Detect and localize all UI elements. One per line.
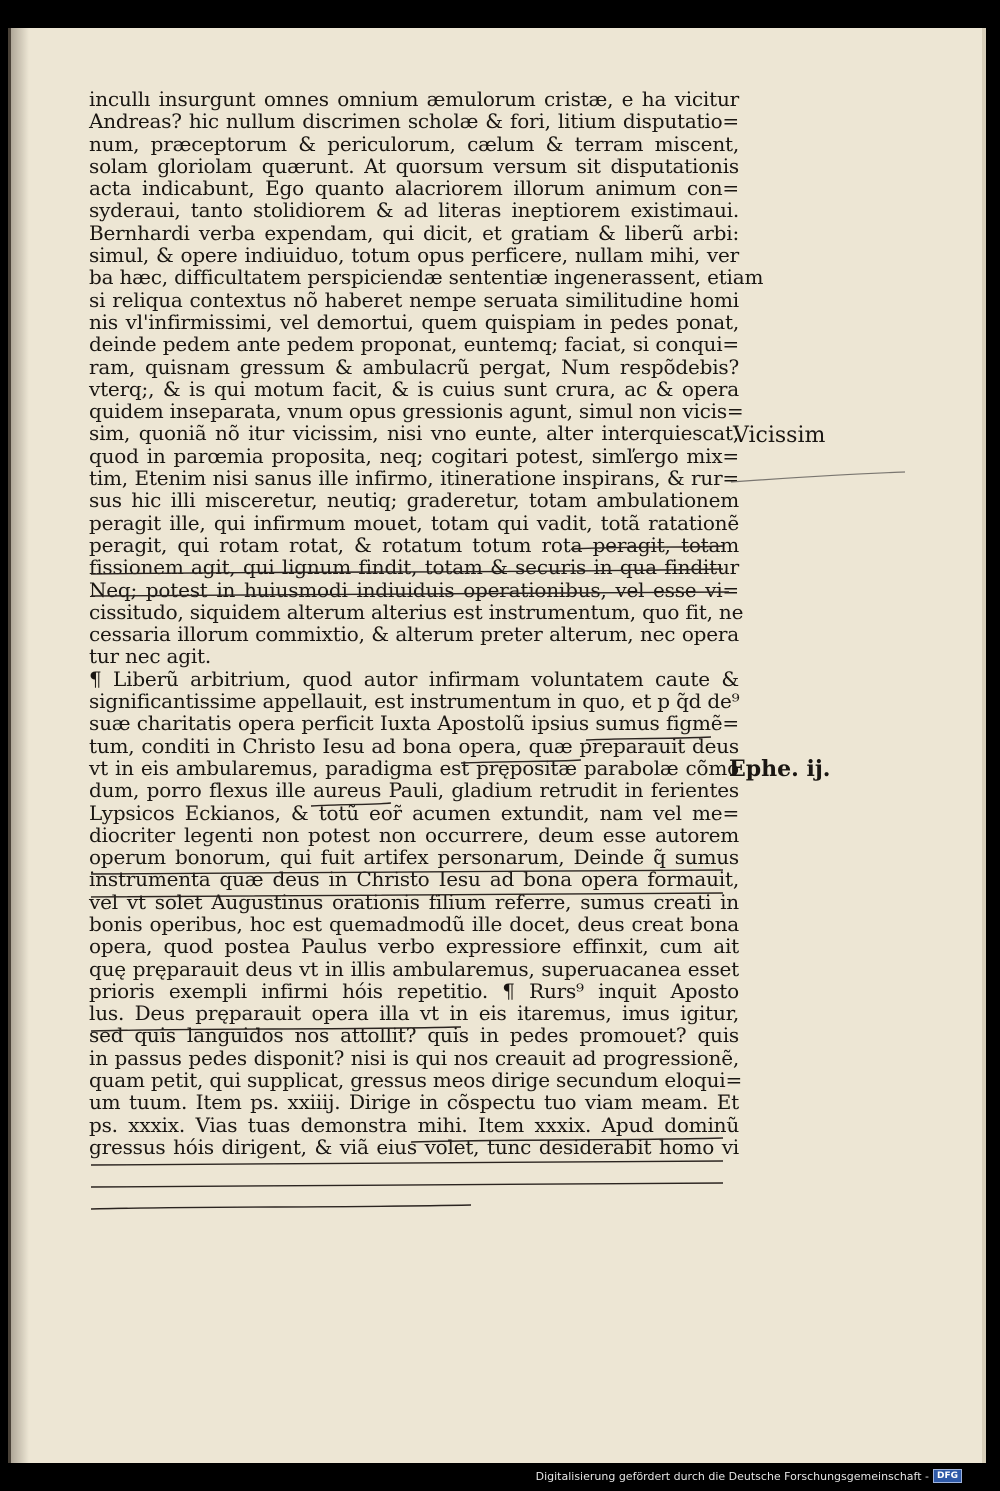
margin-note-vicissim: Vicissim xyxy=(733,423,826,448)
text-line: significantissime appellauit, est instrumentum in quo, et p q̃d de⁹ xyxy=(89,689,740,714)
text-line: vt in eis ambularemus, paradigma est prępositæ parabolæ cõmo xyxy=(89,755,739,780)
text-line: fissionem agit, qui lignum findit, totam & securis in qua finditur xyxy=(89,555,739,580)
text-line: sed quis languidos nos attollit? quis in pedes promouet? quis xyxy=(89,1023,739,1048)
margin-note-ephe: Ephe. ij. xyxy=(729,756,831,782)
text-line: quam petit, qui supplicat, gressus meos dirige secundum eloqui= xyxy=(89,1068,743,1093)
text-line: dum, porro flexus ille aureus Pauli, gladium retrudit in ferientes xyxy=(89,778,739,803)
text-line: Andreas? hic nullum discrimen scholæ & fori, litium disputatio= xyxy=(89,109,739,134)
text-line: vel vt solet Augustinus orationis filium referre, sumus creati in xyxy=(89,889,739,914)
text-line: tum, conditi in Christo Iesu ad bona opera, quæ preparauit deus xyxy=(89,733,739,758)
text-line: incullı insurgunt omnes omnium æmulorum cristæ, e ha vicitur xyxy=(89,87,739,111)
text-line: quod in parœmia proposita, neq; cogitari potest, simľergo mix= xyxy=(89,443,739,468)
text-line: sim, quoniã nõ itur vicissim, nisi vno eunte, alter interquiescat, xyxy=(89,421,739,446)
credit-text: Digitalisierung gefördert durch die Deutsche Forschungsgemeinschaft - xyxy=(535,1469,929,1483)
text-line: lus. Deus pręparauit opera illa vt in eis itaremus, imus igitur, xyxy=(89,1001,739,1026)
text-line: ram, quisnam gressum & ambulacrũ pergat, Num respõdebis? xyxy=(89,354,739,379)
text-line: syderaui, tanto stolidiorem & ad literas ineptiorem existimaui. xyxy=(89,198,739,223)
text-line: in passus pedes disponit? nisi is qui nos creauit ad progressionẽ, xyxy=(89,1045,739,1070)
text-line: Bernhardi verba expendam, qui dicit, et gratiam & liberũ arbi: xyxy=(89,220,739,245)
text-line: simul, & opere indiuiduo, totum opus perficere, nullam mihi, ver xyxy=(89,243,739,268)
text-line: acta indicabunt, Ego quanto alacriorem illorum animum con= xyxy=(89,176,739,201)
text-line: quę pręparauit deus vt in illis ambularemus, superuacanea esset xyxy=(89,956,739,981)
text-line: ps. xxxix. Vias tuas demonstra mihi. Item xxxix. Apud dominũ xyxy=(89,1112,739,1137)
dfg-logo: DFG xyxy=(933,1469,962,1483)
page-gutter-shadow xyxy=(11,28,29,1463)
text-line: cissitudo, siquidem alterum alterius est instrumentum, quo fit, ne xyxy=(89,599,744,624)
book-page xyxy=(8,28,986,1463)
text-line: sus hic illi misceretur, neutiq; graderetur, totam ambulationem xyxy=(89,488,739,513)
text-line: deinde pedem ante pedem proponat, euntemq; faciat, si conqui= xyxy=(89,332,739,357)
digitization-credit xyxy=(536,1469,962,1483)
underline xyxy=(91,1183,723,1187)
text-line: diocriter legenti non potest non occurrere, deum esse autorem xyxy=(89,822,739,847)
text-line: Neq; potest in huiusmodi indiuiduis operationibus, vel esse vi= xyxy=(89,577,739,602)
text-line: si reliqua contextus nõ haberet nempe seruata similitudine homi xyxy=(89,287,739,312)
text-line: gressus hóis dirigent, & viã eius volet, tunc desiderabit homo vi xyxy=(89,1134,739,1159)
text-line: tim, Etenim nisi sanus ille infirmo, itineratione inspirans, & rur= xyxy=(89,466,739,491)
text-line: opera, quod postea Paulus verbo expressiore effinxit, cum ait xyxy=(89,934,739,959)
pencil-annotation-line xyxy=(727,456,907,486)
text-line: nis vl'infirmissimi, vel demortui, quem quispiam in pedes ponat, xyxy=(89,309,739,334)
text-line: vterq;, & is qui motum facit, & is cuius sunt crura, ac & opera xyxy=(89,376,739,401)
text-line: instrumenta quæ deus in Christo Iesu ad bona opera formauit, xyxy=(89,867,739,892)
text-line: ba hæc, difficultatem perspiciendæ sententiæ ingenerassent, etiam xyxy=(89,265,764,290)
text-line: peragit, qui rotam rotat, & rotatum totum rota peragit, totam xyxy=(89,532,739,557)
text-line: tur nec agit. xyxy=(89,644,212,669)
text-block xyxy=(89,87,764,1159)
text-line: suæ charitatis opera perficit Iuxta Apostolũ ipsius sumus figmẽ= xyxy=(89,711,739,736)
text-line: Lypsicos Eckianos, & totũ eor̃ acumen extundit, nam vel me= xyxy=(89,800,739,825)
underline xyxy=(91,1205,471,1209)
text-line: ¶ Liberũ arbitrium, quod autor infirmam voluntatem caute & xyxy=(89,666,739,691)
text-line: um tuum. Item ps. xxiiij. Dirige in cõspectu tuo viam meam. Et xyxy=(89,1090,739,1115)
text-line: peragit ille, qui infirmum mouet, totam qui vadit, totã ratationẽ xyxy=(89,510,739,535)
text-line: bonis operibus, hoc est quemadmodũ ille docet, deus creat bona xyxy=(89,911,739,936)
text-line: num, præceptorum & periculorum, cælum & terram miscent, xyxy=(89,131,739,156)
text-line: quidem inseparata, vnum opus gressionis agunt, simul non vicis= xyxy=(89,399,744,424)
underline xyxy=(91,1161,723,1165)
text-line: operum bonorum, qui fuit artifex personarum, Deinde q̃ sumus xyxy=(89,845,739,870)
text-line: solam gloriolam quærunt. At quorsum versum sit disputationis xyxy=(89,153,739,178)
text-line: prioris exempli infirmi hóis repetitio. ¶ Rurs⁹ inquit Aposto xyxy=(89,978,739,1003)
text-line: cessaria illorum commixtio, & alterum preter alterum, nec opera xyxy=(89,622,739,647)
